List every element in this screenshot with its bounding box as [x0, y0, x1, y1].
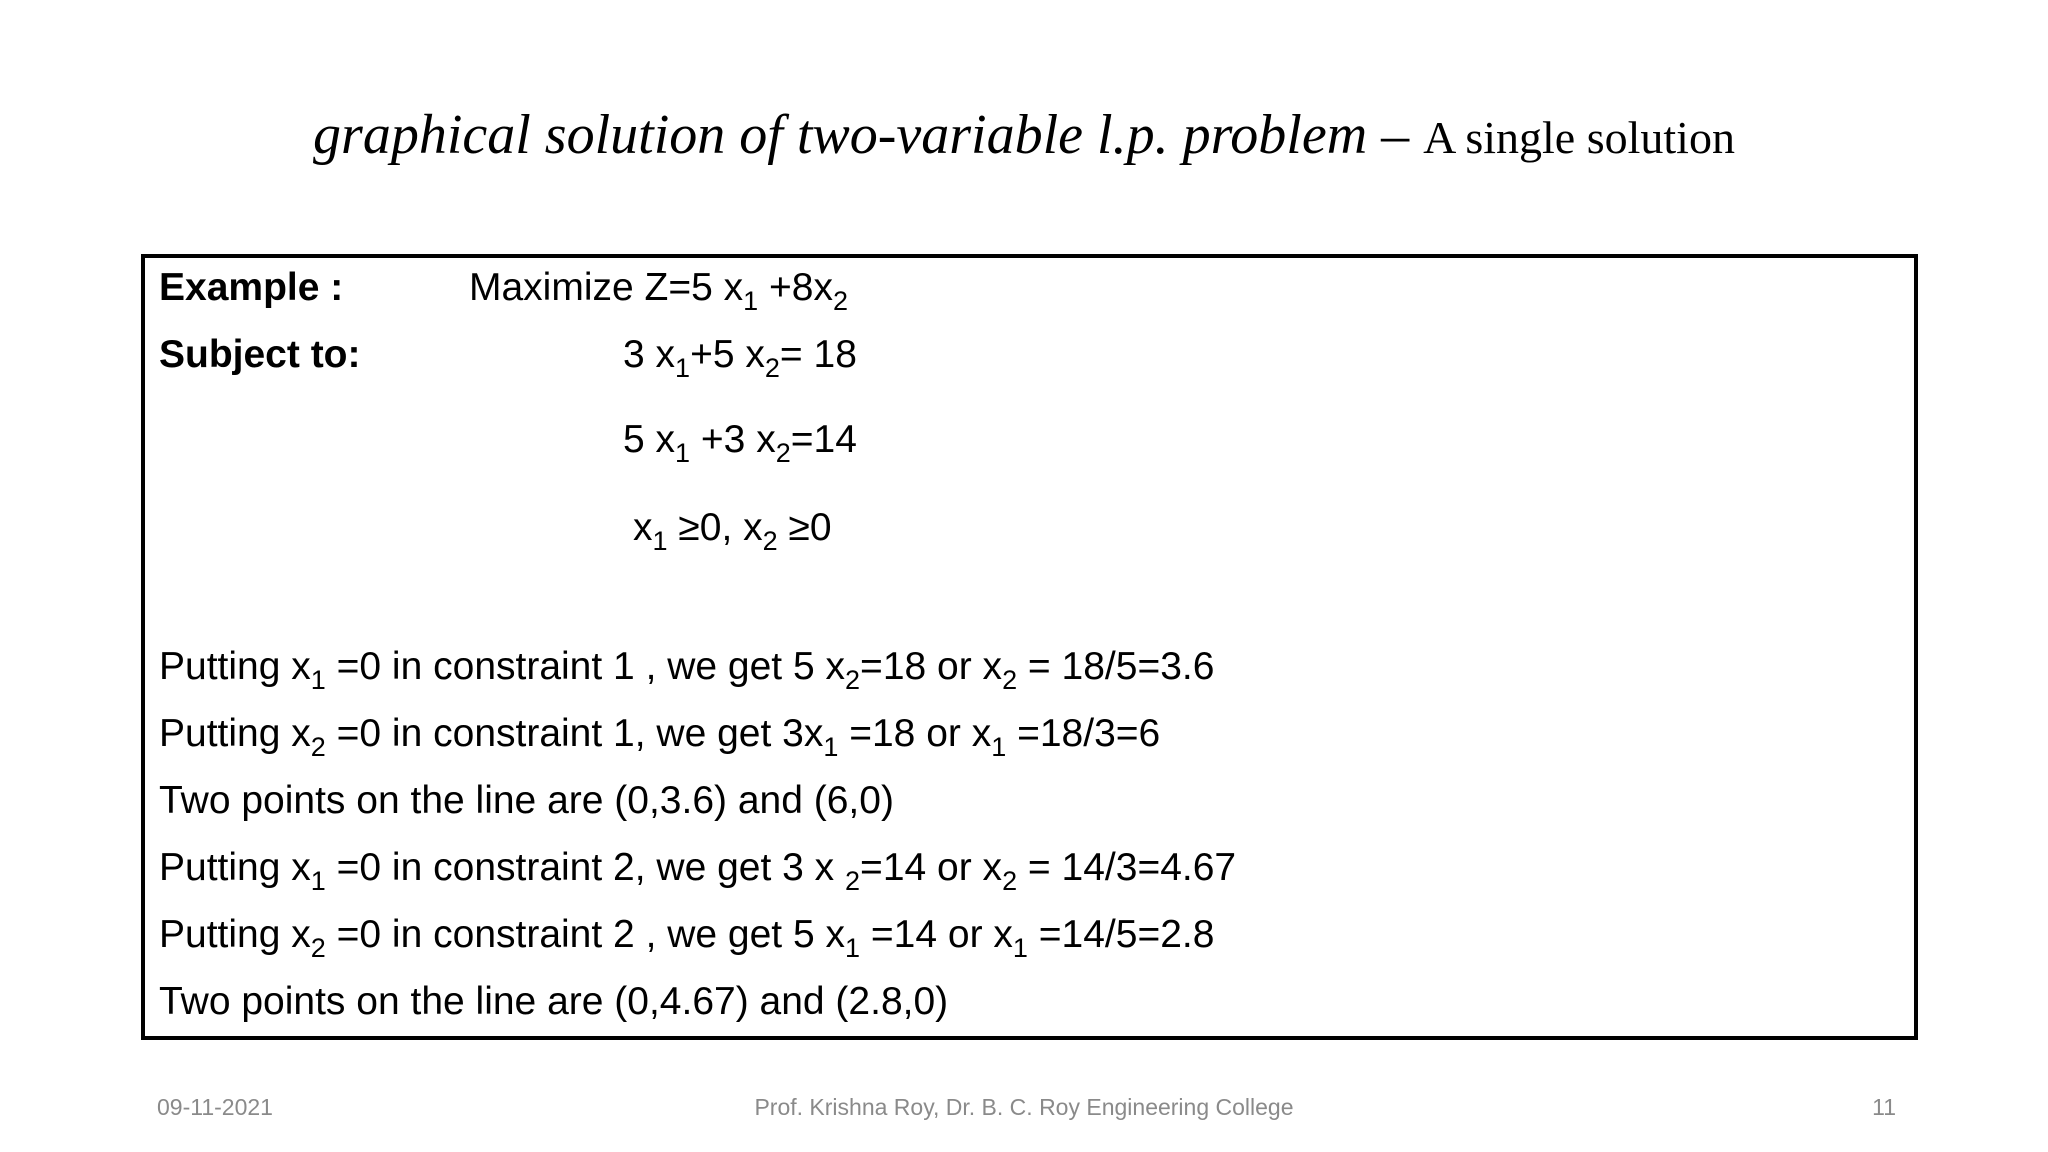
content-box	[141, 254, 1918, 1040]
constraint-2: 5 $x_1 +3$ $x_2=14$	[623, 418, 857, 468]
slide-title	[0, 95, 2048, 178]
slide-subtitle: A single solution	[1423, 112, 1735, 163]
slide-title-main: graphical solution of two-variable l.p. problem –	[313, 104, 1410, 166]
step-line: Putting $x_1 =0$ in constraint 1 , we get 5 $x_2=18$ or $x_2 = 18/5=3.6$	[159, 645, 1215, 695]
slide-number: 11	[1872, 1094, 1896, 1120]
constraint-1: 3 $x_1+5$ $x_2= 18$	[623, 333, 857, 383]
step-line: Two points on the line are (0,4.67) and (2.8,0)	[159, 980, 949, 1023]
example-label: Example :	[159, 266, 344, 309]
step-line: Two points on the line are (0,3.6) and (6,0)	[159, 779, 894, 822]
step-line: Putting $x_1 =0$ in constraint 2, we get 3 x $_2$=14 or $x_2 = 14/3=4.67$	[159, 846, 1237, 896]
non-negativity-constraint: $x_1 \ge 0$, $x_2 \ge 0$	[633, 506, 832, 556]
subject-to-label: Subject to:	[159, 333, 361, 376]
objective-function: Maximize Z=5 $x_1 +8x_2$	[469, 266, 849, 316]
footer-author: Prof. Krishna Roy, Dr. B. C. Roy Engineering College	[754, 1094, 1294, 1120]
step-line: Putting $x_2 =0$ in constraint 1, we get $3x_1 =18$ or $x_1 =18/3=6$	[159, 712, 1161, 762]
footer-date: 09-11-2021	[157, 1094, 273, 1120]
step-line: Putting $x_2 =0$ in constraint 2 , we get 5 $x_1 =14$ or $x_1 =14/5=2.8$	[159, 913, 1215, 963]
